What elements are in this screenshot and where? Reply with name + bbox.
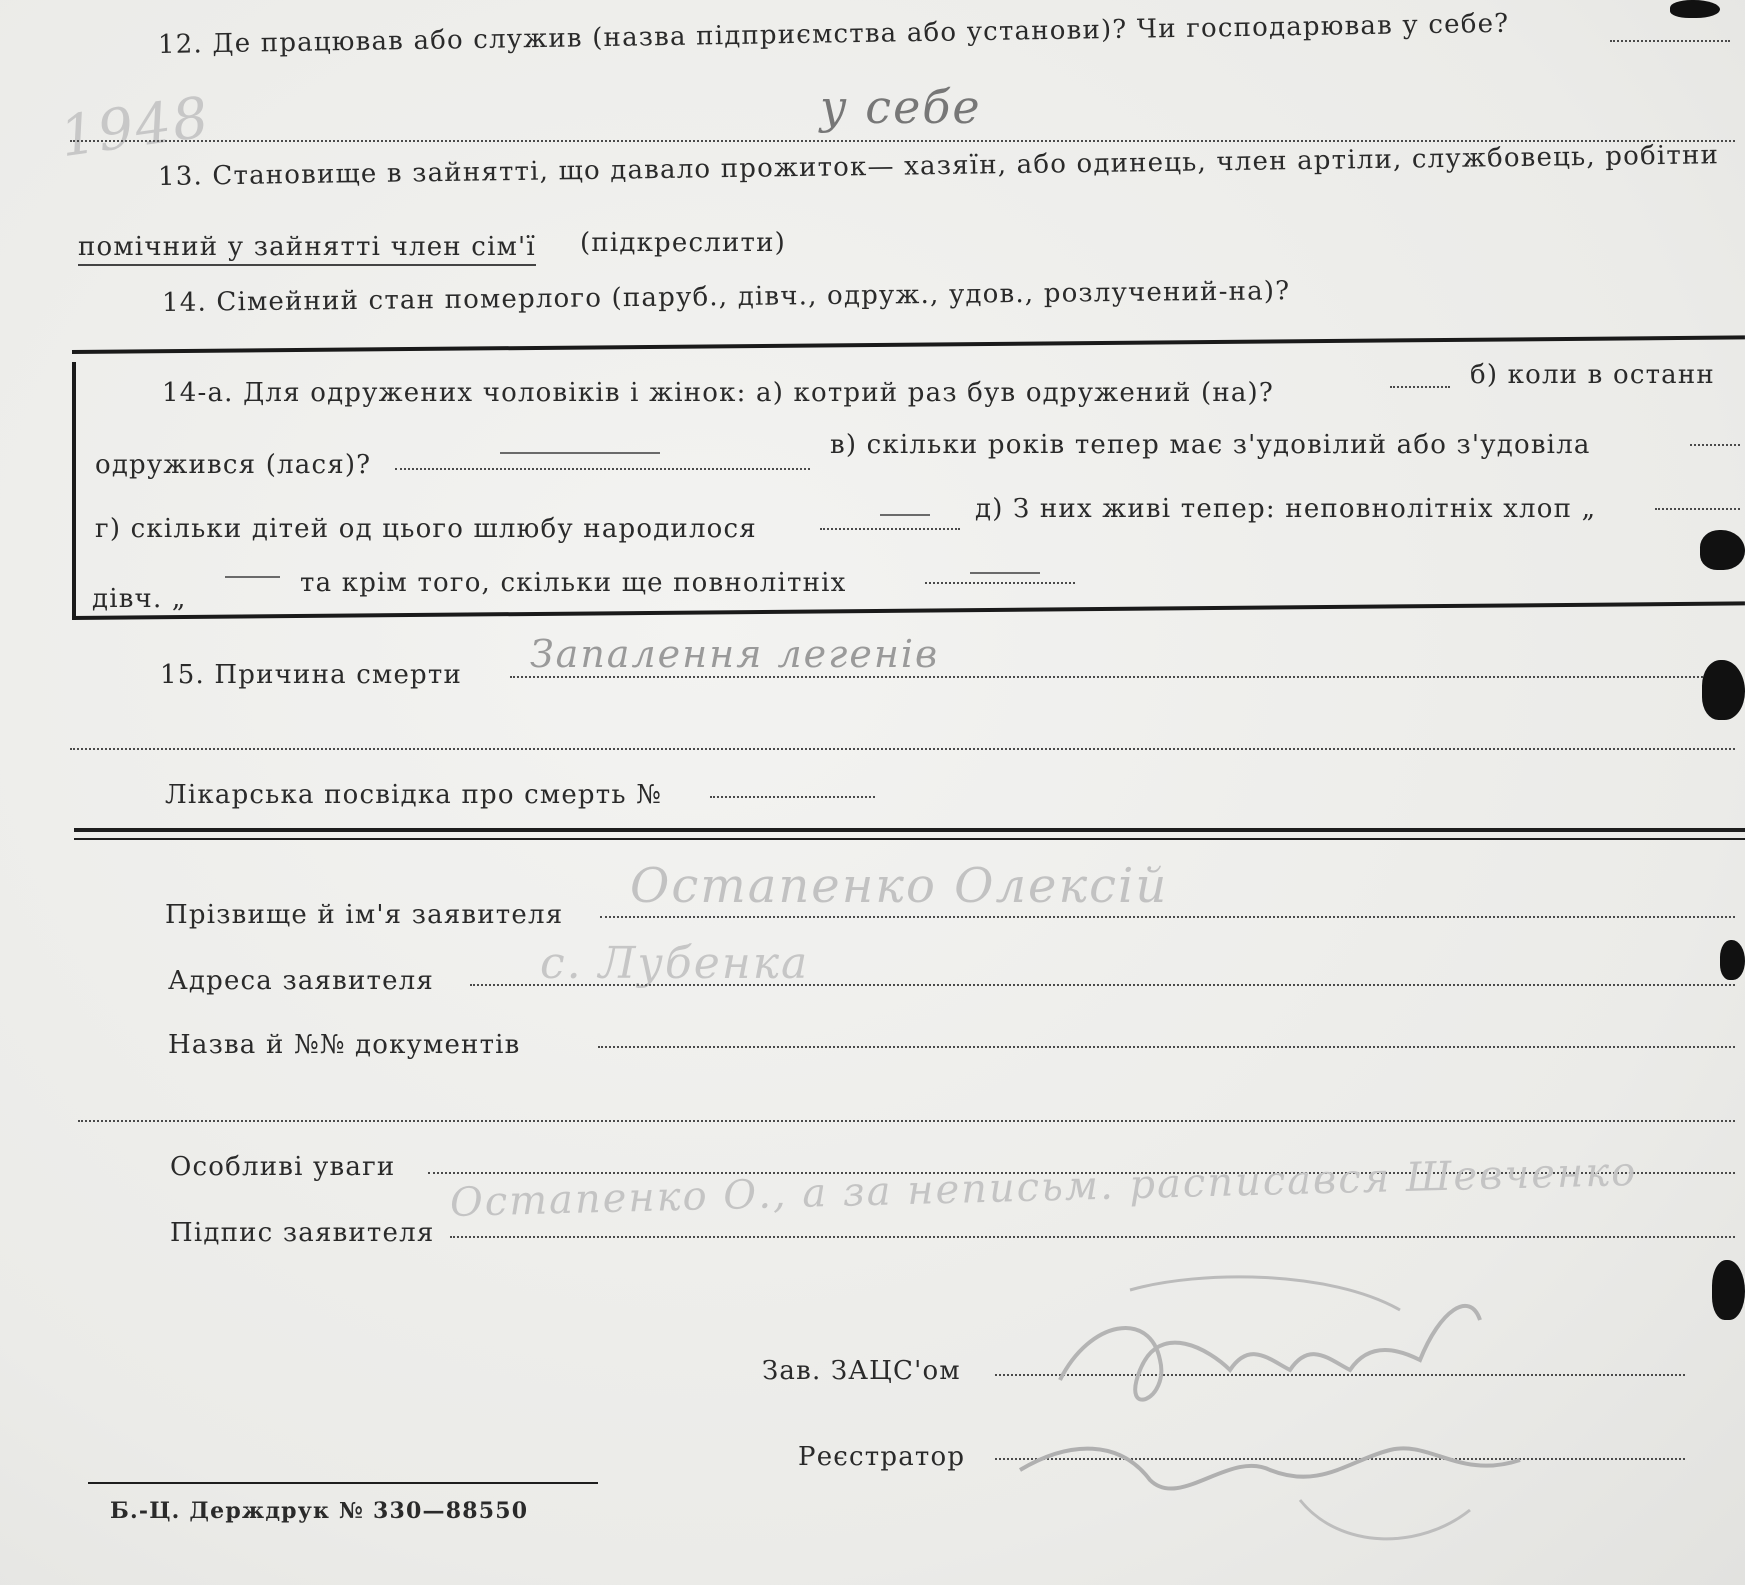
q14a-dash-b bbox=[500, 452, 660, 454]
q15-label: 15. Причина смерти bbox=[160, 660, 463, 690]
q15-answer-handwritten: Запалення легенів bbox=[530, 632, 940, 676]
applicant-address-label: Адреса заявителя bbox=[168, 966, 434, 996]
q13-label: 13. Становище в зайнятті, що давало прожиток— хазяїн, або одинець, член артіли, службовець, робітни bbox=[157, 140, 1720, 192]
q15-fill-line-2 bbox=[70, 748, 1735, 750]
q14a-box-bottom bbox=[72, 601, 1745, 620]
documents-fill-1 bbox=[598, 1046, 1735, 1048]
q14a-box-left bbox=[72, 362, 76, 620]
medical-certificate-label: Лікарська посвідка про смерть № bbox=[165, 780, 662, 810]
q14-label: 14. Сімейний стан померлого (паруб., дівч., одруж., удов., розлучений-на)? bbox=[161, 276, 1291, 318]
section-divider-2 bbox=[74, 838, 1745, 840]
q14a-fill-b bbox=[395, 468, 810, 470]
applicant-signature-handwritten: Остапенко О., а за неписьм. расписався Шевченко bbox=[449, 1148, 1638, 1226]
applicant-name-handwritten: Остапенко Олексій bbox=[630, 858, 1169, 914]
q14a-fill-c bbox=[1690, 444, 1740, 446]
q14a-fill-d bbox=[820, 528, 960, 530]
zags-head-label: Зав. ЗАЦС'ом bbox=[762, 1356, 961, 1386]
q14a-dash-f bbox=[225, 576, 280, 578]
q14a-line2a: одружився (лася)? bbox=[95, 450, 372, 480]
punch-hole-1 bbox=[1700, 530, 1745, 570]
q14a-line3b: д) З них живі тепер: неповнолітніх хлоп „ bbox=[975, 494, 1597, 524]
q14a-line1: 14-а. Для одружених чоловіків і жінок: а) котрий раз був одружений (на)? bbox=[162, 378, 1275, 408]
q13-underlined-option: помічний у зайнятті член сім'ї bbox=[78, 232, 536, 266]
applicant-signature-label: Підпис заявителя bbox=[170, 1218, 435, 1248]
q14a-fill-g bbox=[925, 582, 1075, 584]
medical-certificate-fill bbox=[710, 796, 875, 798]
applicant-name-fill bbox=[600, 916, 1735, 918]
registrar-label: Реєстратор bbox=[798, 1442, 966, 1472]
q14a-dash-g bbox=[970, 572, 1040, 574]
q13-instruction: (підкреслити) bbox=[580, 228, 786, 258]
q14a-line2b: в) скільки років тепер має з'удовілий або з'удовіла bbox=[830, 430, 1591, 460]
applicant-signature-fill bbox=[450, 1236, 1735, 1238]
q14a-line4b: та крім того, скільки ще повнолітніх bbox=[300, 568, 847, 598]
q12-fill-line-2 bbox=[70, 140, 1735, 142]
documents-fill-2 bbox=[78, 1120, 1735, 1122]
applicant-address-handwritten: с. Лубенка bbox=[540, 938, 810, 989]
official-signatures bbox=[1000, 1250, 1560, 1570]
q14a-box-top bbox=[72, 335, 1745, 354]
q12-label: 12. Де працював або служив (назва підприємства або установи)? Чи господарював у себе? bbox=[157, 8, 1510, 60]
q12-fill-line-1 bbox=[1610, 40, 1730, 42]
footer-rule bbox=[88, 1482, 598, 1484]
printer-imprint: Б.-Ц. Держдрук № 330—88550 bbox=[110, 1498, 529, 1524]
applicant-address-fill bbox=[470, 984, 1735, 986]
documents-label: Назва й №№ документів bbox=[168, 1030, 521, 1060]
q14a-dash-d bbox=[880, 514, 930, 516]
q12-answer-handwritten: у себе bbox=[820, 80, 982, 134]
q14a-fill-e bbox=[1655, 508, 1740, 510]
q12-margin-note: 1948 bbox=[56, 84, 215, 171]
punch-hole-3 bbox=[1720, 940, 1745, 980]
q14a-line4a: дівч. „ bbox=[92, 584, 187, 614]
applicant-name-label: Прізвище й ім'я заявителя bbox=[165, 900, 564, 930]
punch-hole-4 bbox=[1712, 1260, 1745, 1320]
punch-hole-5 bbox=[1670, 0, 1720, 18]
q14a-line1b: б) коли в останн bbox=[1470, 360, 1715, 390]
q15-fill-line-1 bbox=[510, 676, 1735, 678]
punch-hole-2 bbox=[1702, 660, 1745, 720]
q14a-line3a: г) скільки дітей од цього шлюбу народилося bbox=[95, 514, 757, 544]
q14a-fill-a bbox=[1390, 386, 1450, 388]
notes-label: Особливі уваги bbox=[170, 1152, 396, 1182]
section-divider-1 bbox=[74, 828, 1745, 832]
